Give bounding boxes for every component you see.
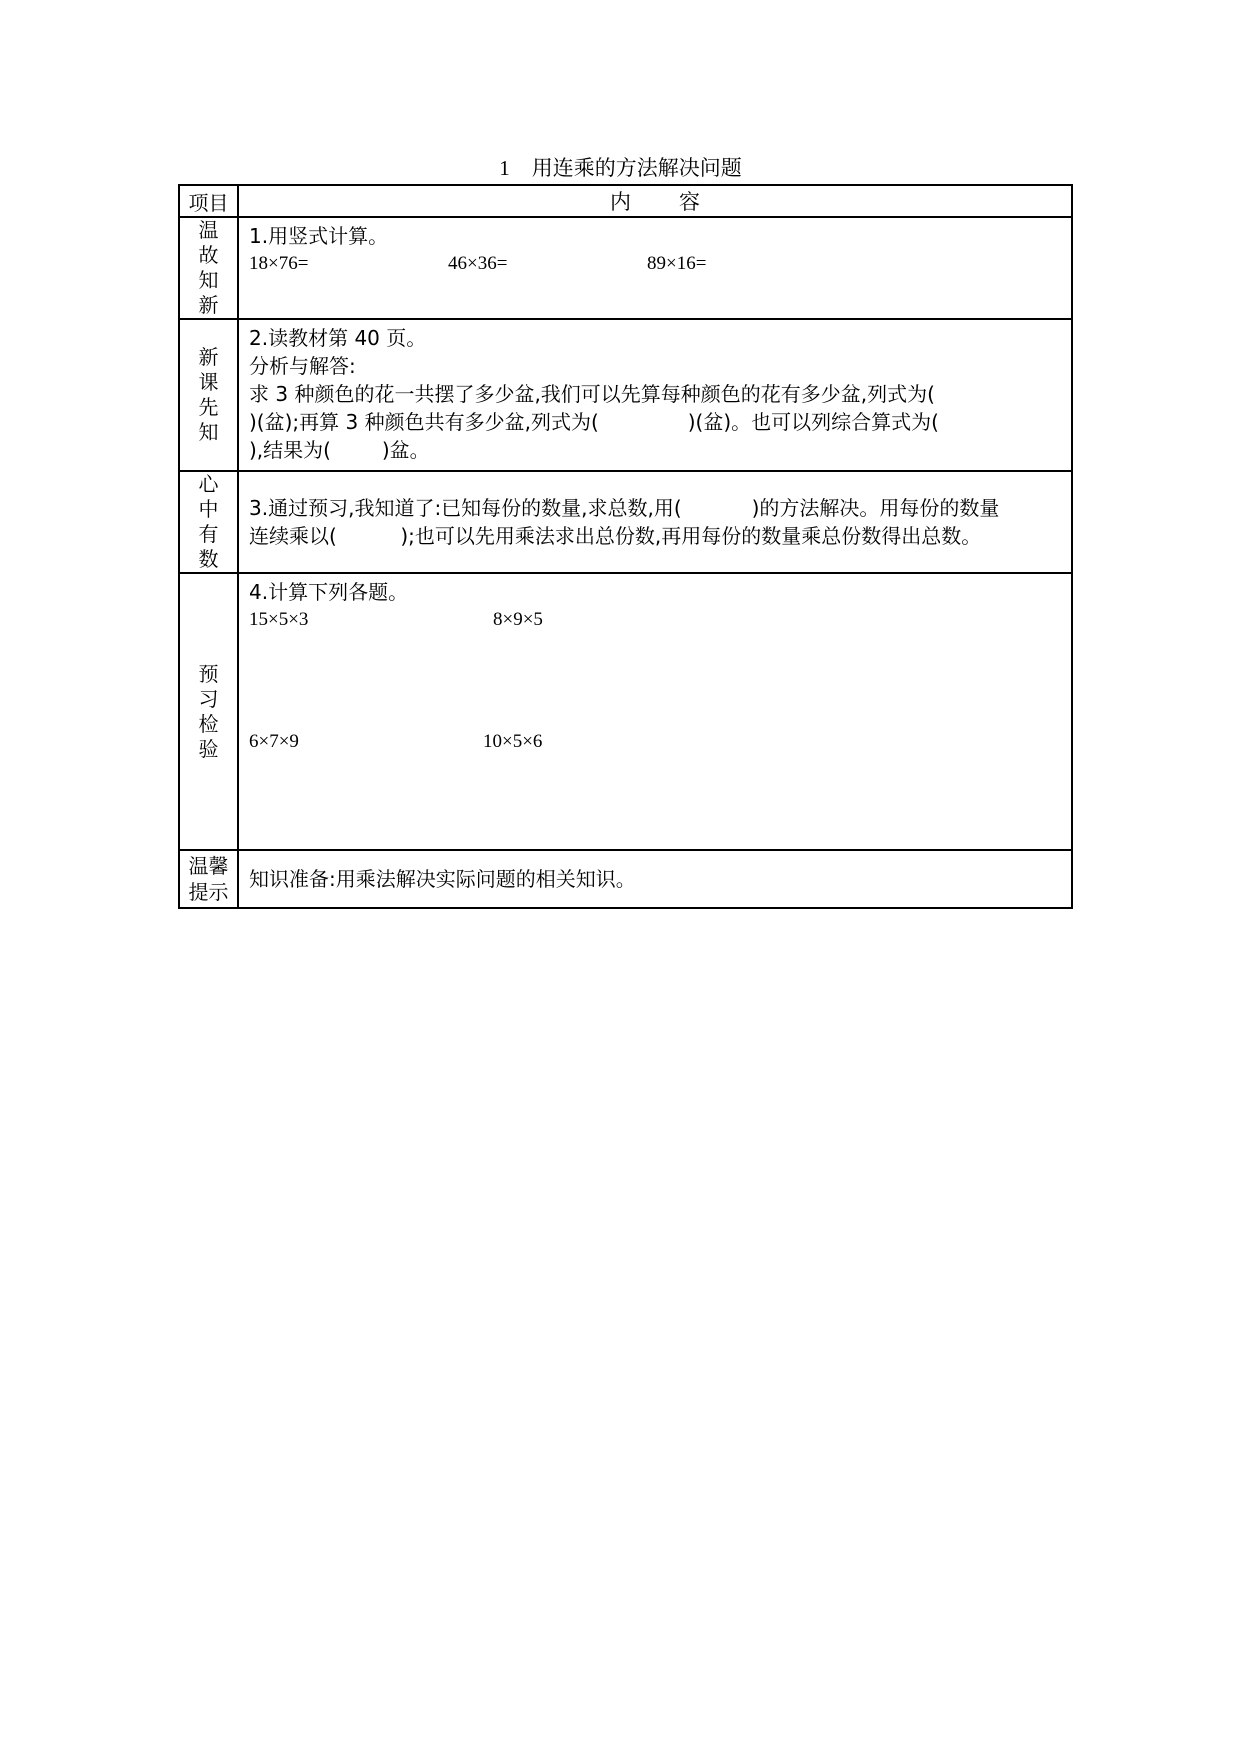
header-content-b: 容 [679,190,700,214]
check-heading: 4.计算下列各题。 [249,580,409,604]
header-item-label: 项目 [188,190,229,215]
title-text: 用连乘的方法解决问题 [531,156,742,180]
problem-4: 10×5×6 [483,731,543,752]
row-label-text: 新课先知 [198,345,219,444]
table-row-review [179,217,1072,319]
row-label-text: 心中有数 [198,472,219,571]
table-header-row [179,185,1072,217]
table-row-preview [179,319,1072,471]
title-number: 1 [499,156,510,180]
row-label-text: 温故知新 [198,218,219,317]
preview-line-1: 2.读教材第 40 页。 [249,326,427,350]
problem-3: 6×7×9 [249,731,299,752]
problem-2: 8×9×5 [493,609,543,630]
preview-line-4: )(盆);再算 3 种颜色共有多少盆,列式为( )(盆)。也可以列综合算式为( [249,410,939,434]
row-content-review [238,217,1072,319]
worksheet-table [178,184,1073,909]
header-content-a: 内 [610,190,631,214]
equation-2: 46×36= [448,253,508,274]
review-equations [249,250,1061,278]
row-label-text: 温馨提示 [188,854,229,904]
row-label-text: 预习检验 [198,661,219,761]
summary-line-1: 3.通过预习,我知道了:已知每份的数量,求总数,用( )的方法解决。用每份的数量 [249,496,1000,520]
table-row-summary [179,471,1072,573]
row-content-summary [238,471,1072,573]
row-content-check [238,573,1072,850]
row-content-tips [238,850,1072,908]
table-row-check [179,573,1072,850]
row-content-preview [238,319,1072,471]
problem-1: 15×5×3 [249,609,309,630]
check-problems-bottom [249,728,1061,756]
table-row-tips [179,850,1072,908]
review-heading: 1.用竖式计算。 [249,224,389,248]
row-label-summary [179,471,238,573]
preview-line-2: 分析与解答: [249,354,356,378]
summary-line-2: 连续乘以( );也可以先用乘法求出总份数,再用每份的数量乘总份数得出总数。 [249,524,982,548]
page-title [0,153,1241,183]
tips-text: 知识准备:用乘法解决实际问题的相关知识。 [249,867,636,891]
preview-line-5: ),结果为( )盆。 [249,438,430,462]
equation-3: 89×16= [647,253,707,274]
check-problems-top [249,606,1061,634]
row-label-check [179,573,238,850]
header-item [179,185,238,217]
row-label-review [179,217,238,319]
header-content [238,185,1072,217]
row-label-preview [179,319,238,471]
equation-1: 18×76= [249,253,309,274]
preview-line-3: 求 3 种颜色的花一共摆了多少盆,我们可以先算每种颜色的花有多少盆,列式为( [249,382,935,406]
row-label-tips [179,850,238,908]
